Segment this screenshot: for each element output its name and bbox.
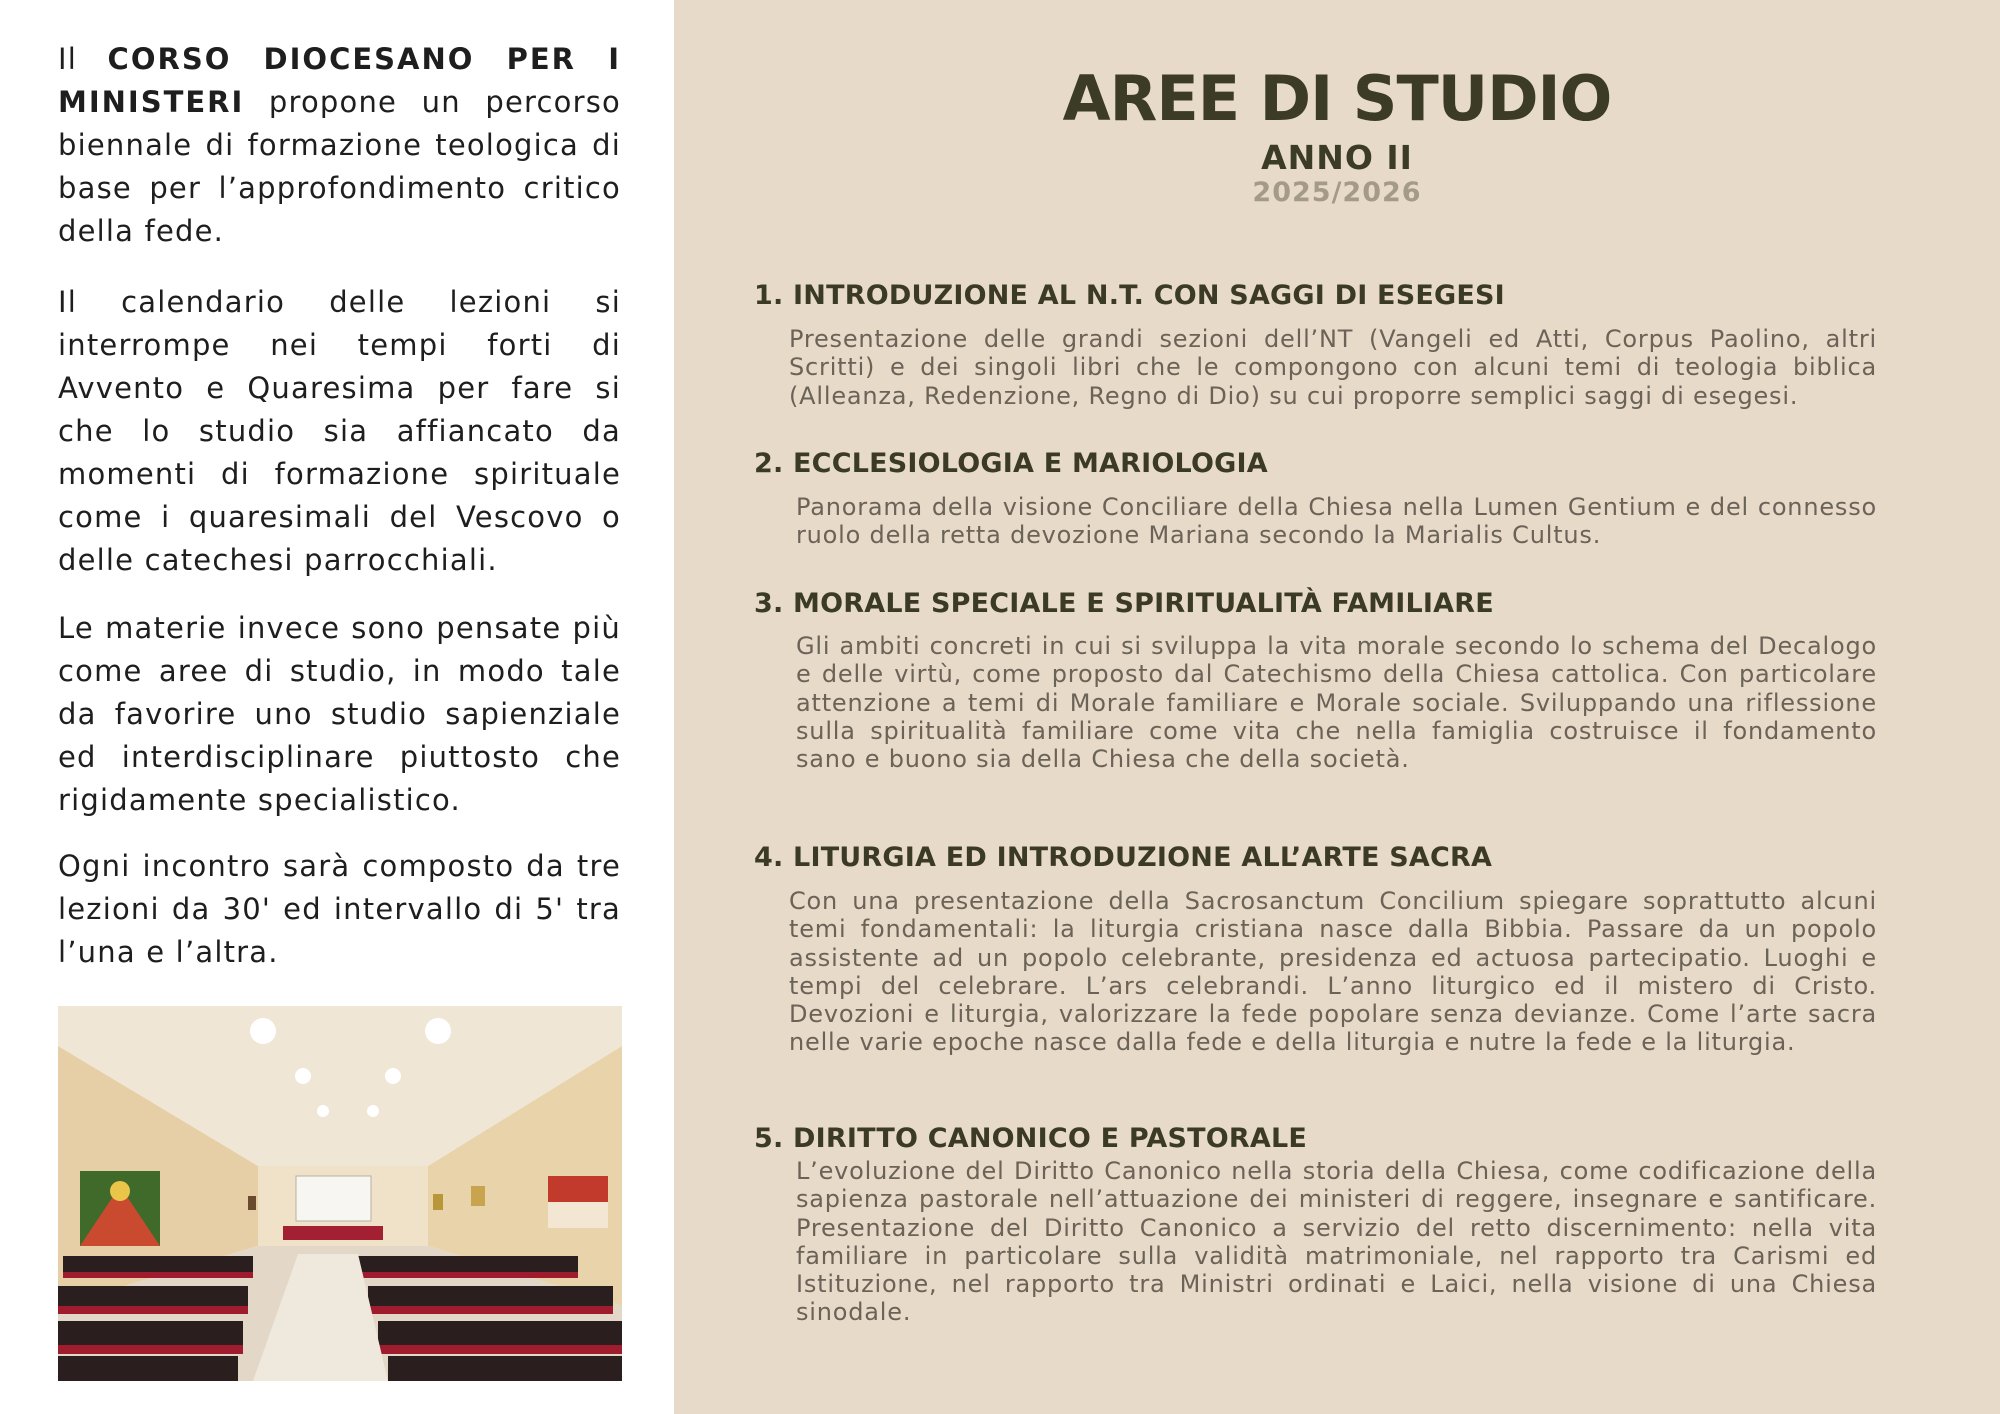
- intro-paragraph: [58, 38, 621, 253]
- section-body: Con una presentazione della Sacrosanctum Concilium spiegare soprattutto alcuni temi fondamentali: la liturgia cristiana nasce dalla Bibbia. Passare da un popolo assistente ad un popolo celebrante, presidenza ed actuosa partecipatio. Luoghi e tempi del celebrare. L’ars celebrandi. L’anno liturgico ed il mistero di Cristo. Devozioni e liturgia, valorizzare la fede popolare senza devianze. Come l’arte sacra nelle varie epoche nasce dalla fede e della liturgia e nutre la fede e la liturgia.: [789, 887, 1877, 1057]
- section-heading: 3. MORALE SPECIALE E SPIRITUALITÀ FAMILIARE: [754, 588, 1494, 619]
- section-heading: 4. LITURGIA ED INTRODUZIONE ALL’ARTE SACRA: [754, 842, 1493, 873]
- course-name: CORSO DIOCESANO PER I MINISTERI: [58, 42, 622, 119]
- section-body: L’evoluzione del Diritto Canonico nella storia della Chiesa, come codificazione della sapienza pastorale nell’attuazione dei ministeri di reggere, insegnare e santificare. Presentazione del Diritto Canonico a servizio del retto discernimento: nella vita familiare in particolare sulla validità matrimoniale, nel rapporto tra Carismi ed Istituzione, nel rapporto tra Ministri ordinati e Laici, nella visione di una Chiesa sinodale.: [796, 1157, 1877, 1327]
- year-subtitle: ANNO II: [1261, 138, 1413, 177]
- section-body: Panorama della visione Conciliare della Chiesa nella Lumen Gentium e del connesso ruolo della retta devozione Mariana secondo la Marialis Cultus.: [796, 493, 1877, 550]
- page-title: AREE DI STUDIO: [1062, 62, 1612, 135]
- lecture-hall-photo: [58, 1006, 622, 1381]
- academic-year: 2025/2026: [1252, 177, 1422, 208]
- section-heading: 1. INTRODUZIONE AL N.T. CON SAGGI DI ESEGESI: [754, 280, 1505, 311]
- right-panel: [674, 0, 2000, 1414]
- calendar-paragraph: Il calendario delle lezioni si interrompe nei tempi forti di Avvento e Quaresima per fare si che lo studio sia affiancato da momenti di formazione spirituale come i quaresimali del Vescovo o delle catechesi parrocchiali.: [58, 285, 621, 577]
- left-panel: [0, 0, 674, 1414]
- subjects-paragraph: Le materie invece sono pensate più come aree di studio, in modo tale da favorire uno studio sapienziale ed interdisciplinare piuttosto che rigidamente specialistico.: [58, 611, 621, 817]
- section-body: Presentazione delle grandi sezioni dell’NT (Vangeli ed Atti, Corpus Paolino, altri Scritti) e dei singoli libri che le compongono con alcuni temi di teologia biblica (Alleanza, Redenzione, Regno di Dio) su cui proporre semplici saggi di esegesi.: [789, 325, 1877, 410]
- intro-prefix: Il: [58, 42, 108, 76]
- section-heading: 5. DIRITTO CANONICO E PASTORALE: [754, 1123, 1308, 1154]
- section-heading: 2. ECCLESIOLOGIA E MARIOLOGIA: [754, 448, 1268, 479]
- intro-text: propone un percorso biennale di formazione teologica di base per l’approfondimento critico della fede.: [58, 85, 621, 248]
- section-body: Gli ambiti concreti in cui si sviluppa la vita morale secondo lo schema del Decalogo e delle virtù, come proposto dal Catechismo della Chiesa cattolica. Con particolare attenzione a temi di Morale familiare e Morale sociale. Sviluppando una riflessione sulla spiritualità familiare come vita che nella famiglia costruisce il fondamento sano e buono sia della Chiesa che della società.: [796, 632, 1877, 774]
- lessons-paragraph: Ogni incontro sarà composto da tre lezioni da 30' ed intervallo di 5' tra l’una e l’altra.: [58, 849, 621, 969]
